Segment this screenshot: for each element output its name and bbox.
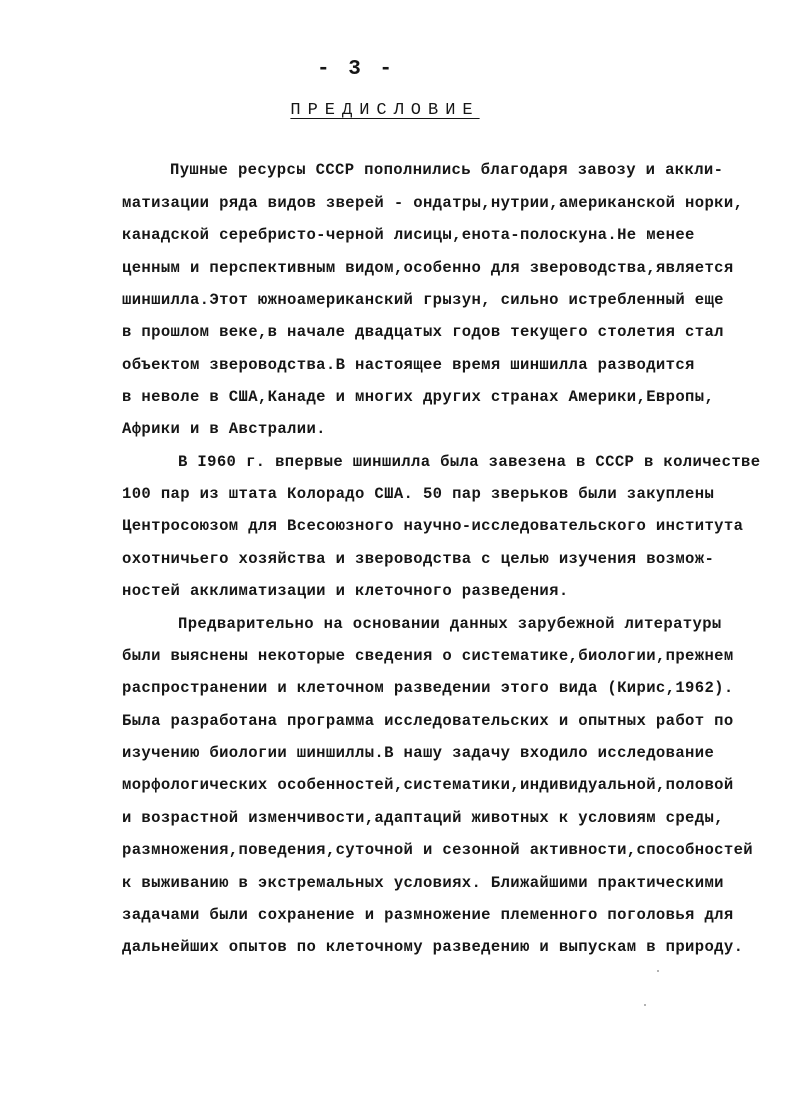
- text-line: размножения,поведения,суточной и сезонной активности,способностей: [122, 841, 754, 859]
- text-line: канадской серебристо-черной лисицы,енота-полоскуна.Не менее: [122, 226, 695, 244]
- text-line: были выяснены некоторые сведения о систематике,биологии,прежнем: [122, 647, 734, 665]
- text-line: ценным и перспективным видом,особенно для звероводства,является: [122, 259, 734, 277]
- scan-speck: [644, 1004, 646, 1006]
- text-line: Предварительно на основании данных зарубежной литературы: [178, 615, 722, 633]
- text-line: охотничьего хозяйства и звероводства с целью изучения возмож-: [122, 550, 715, 568]
- text-line: морфологических особенностей,систематики,индивидуальной,половой: [122, 776, 734, 794]
- section-title: ПРЕДИСЛОВИЕ: [290, 101, 480, 120]
- text-line: объектом звероводства.В настоящее время шиншилла разводится: [122, 356, 695, 374]
- text-line: Пушные ресурсы СССР пополнились благодаря завозу и аккли-: [170, 161, 724, 179]
- text-line: 100 пар из штата Колорадо США. 50 пар зверьков были закуплены: [122, 485, 715, 503]
- text-line: матизации ряда видов зверей - ондатры,нутрии,американской норки,: [122, 194, 744, 212]
- text-line: дальнейших опытов по клеточному разведению и выпускам в природу.: [122, 938, 744, 956]
- text-line: и возрастной изменчивости,адаптаций животных к условиям среды,: [122, 809, 724, 827]
- text-line: распространении и клеточном разведении этого вида (Кирис,1962).: [122, 679, 734, 697]
- text-line: Была разработана программа исследовательских и опытных работ по: [122, 712, 734, 730]
- scan-speck: [657, 970, 659, 972]
- text-line: в прошлом веке,в начале двадцатых годов текущего столетия стал: [122, 323, 724, 341]
- text-line: Центросоюзом для Всесоюзного научно-исследовательского института: [122, 517, 744, 535]
- text-line: Африки и в Австралии.: [122, 420, 326, 438]
- text-line: к выживанию в экстремальных условиях. Ближайшими практическими: [122, 874, 724, 892]
- text-line: ностей акклиматизации и клеточного разведения.: [122, 582, 569, 600]
- text-line: в неволе в США,Канаде и многих других странах Америки,Европы,: [122, 388, 715, 406]
- text-line: шиншилла.Этот южноамериканский грызун, сильно истребленный еще: [122, 291, 724, 309]
- text-line: изучению биологии шиншиллы.В нашу задачу входило исследование: [122, 744, 715, 762]
- text-line: задачами были сохранение и размножение племенного поголовья для: [122, 906, 734, 924]
- page-number: - 3 -: [316, 58, 395, 81]
- text-line: В I960 г. впервые шиншилла была завезена в СССР в количестве: [178, 453, 761, 471]
